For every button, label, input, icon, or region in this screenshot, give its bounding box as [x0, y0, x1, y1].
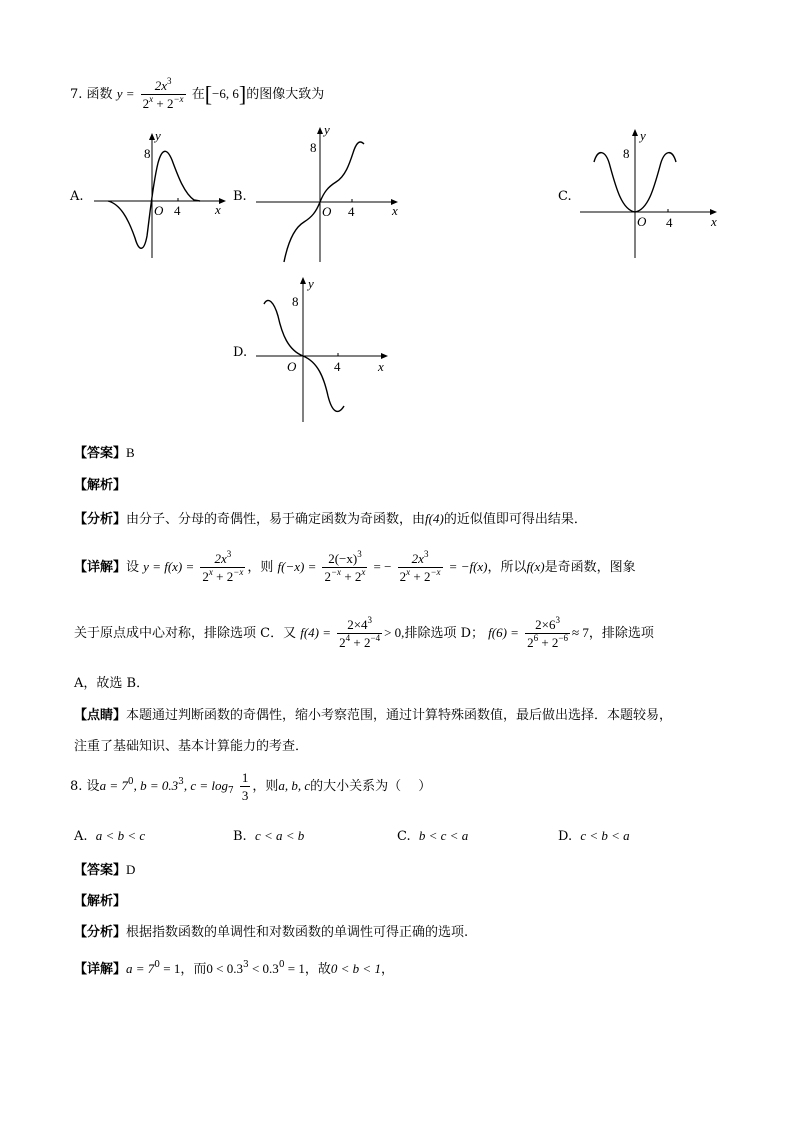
graph-d-tick-8: 8: [292, 294, 299, 309]
q8-detail: [74, 958, 394, 977]
line2-frac1-den: 2: [339, 635, 346, 650]
frac3-den-exp2: −x: [430, 567, 441, 577]
q7-detail-fmx: f(−x) =: [277, 559, 317, 574]
q8-option-c-text: b < c < a: [418, 828, 469, 843]
q8-answer-tag: 【答案】: [74, 863, 127, 878]
graph-a-curve: [108, 151, 200, 248]
frac1-den-plus: + 2: [212, 569, 234, 584]
q8-detail-s1: ，而: [180, 962, 207, 977]
line2-frac1-num-exp: 3: [367, 615, 373, 625]
graph-b: [254, 122, 404, 264]
q7-detail-tag: 【详解】: [74, 560, 127, 575]
q8-option-a[interactable]: [74, 828, 145, 844]
q7-dianjing-tag: 【点睛】: [74, 708, 127, 723]
q7-fenxi-text1: 由分子、分母的奇偶性，易于确定函数为奇函数，由: [126, 512, 426, 527]
graph-a-y-label: y: [155, 128, 161, 143]
graph-a-x-label: x: [215, 202, 221, 217]
q7-fenxi: [74, 508, 587, 527]
q7-detail-line1: [74, 551, 636, 584]
option-c-label: C.: [558, 189, 572, 204]
q7-frac-den-plus: + 2: [153, 96, 174, 111]
q7-interval-pre: 在: [191, 87, 205, 102]
q7-dianjing-line1: [74, 704, 672, 723]
q8-detail-tag: 【详解】: [74, 962, 127, 977]
q7-detail-yfx: y = f(x) =: [143, 559, 195, 574]
line2-f6: f(6) =: [488, 625, 519, 640]
graph-b-tick-8: 8: [310, 140, 317, 155]
q7-detail-line3: A，故选 B．: [74, 676, 150, 691]
graph-c-y-label: y: [640, 128, 646, 143]
q8-detail-ineq-b-exp: 0: [278, 960, 285, 970]
q8-option-c[interactable]: [397, 828, 468, 844]
line2-frac2-num-exp: 3: [555, 615, 560, 625]
q7-detail-s2: ，则: [247, 560, 274, 575]
q8-c-sub: 7: [228, 786, 234, 796]
q8-s3: 的大小关系为（ ）: [310, 779, 432, 794]
graph-d-x-label: x: [378, 359, 384, 374]
q8-s1: 设: [86, 779, 100, 794]
q7-stem: 7. 函数 y = $\frac{2x^3}{2^x + 2^{-x}}$ 在[−6, 6]的图像大致为: [70, 76, 325, 111]
q8-detail-a-val: = 1: [160, 961, 181, 976]
frac2-den-exp2: x: [361, 567, 366, 577]
frac1-num-exp: 3: [226, 549, 232, 559]
line2-frac2-den: 2: [527, 635, 534, 650]
q8-detail-s2: ，故: [304, 962, 331, 977]
option-d-label: D.: [233, 345, 248, 360]
line2-s1: 关于原点成中心对称，排除选项 C．又: [74, 626, 297, 641]
q7-dianjing-line2: 注重了基础知识、基本计算能力的考查．: [74, 739, 309, 754]
frac2-den-plus: + 2: [341, 569, 362, 584]
line2-approx: ≈ 7: [572, 625, 589, 640]
q7-fenxi-f4: f(4): [425, 511, 444, 526]
q8-fenxi-tag: 【分析】: [74, 925, 127, 940]
q8-abc: a, b, c: [278, 778, 311, 793]
q8-detail-a-eq: a = 7: [126, 961, 155, 976]
frac3-den-exp: x: [406, 567, 411, 577]
q7-number: 7.: [70, 87, 83, 102]
q8-option-a-text: a < b < c: [95, 828, 146, 843]
q8-b-def: , b = 0.3: [133, 778, 179, 793]
graph-d: [254, 274, 394, 424]
q7-answer: [74, 442, 135, 461]
line2-frac1-den-exp: 4: [345, 633, 351, 643]
q7-frac-num: 2x: [154, 78, 167, 93]
q8-fraction: [240, 770, 251, 803]
q8-c-def: , c = log: [183, 778, 228, 793]
q8-detail-ineq-a: 0 < 0.3: [206, 961, 243, 976]
frac1-den-exp: x: [208, 567, 213, 577]
q7-detail-fx: f(x): [526, 559, 545, 574]
graph-b-origin: O: [322, 204, 332, 219]
graph-c-x-label: x: [711, 214, 717, 229]
graph-d-tick-4: 4: [334, 359, 341, 374]
option-b-label: B.: [233, 189, 247, 204]
q7-answer-value: B: [126, 445, 135, 460]
q7-fraction: [141, 78, 186, 111]
q7-detail-s3: ，所以: [487, 560, 527, 575]
q8-option-b[interactable]: [233, 828, 304, 844]
frac3-den-plus: + 2: [410, 569, 431, 584]
option-a-label: A.: [70, 189, 84, 204]
q8-fenxi-text: 根据指数函数的单调性和对数函数的单调性可得正确的选项.: [126, 925, 469, 940]
frac2-den: 2: [324, 569, 331, 584]
graph-a-origin: O: [154, 203, 164, 218]
frac1-den-exp2: −x: [233, 567, 244, 577]
line2-gt: > 0,: [384, 625, 405, 640]
graph-a: [92, 128, 232, 260]
q7-detail-eq-minus: = −: [373, 559, 392, 574]
graph-c-origin: O: [637, 214, 647, 229]
q8-detail-s3: ，: [380, 962, 394, 977]
q8-frac-num: 1: [241, 770, 249, 785]
q7-fenxi-tag: 【分析】: [74, 512, 127, 527]
q7-detail-s4: 是奇函数，图象: [544, 560, 636, 575]
graph-c-tick-8: 8: [623, 146, 630, 161]
q8-s2: ，则: [252, 779, 279, 794]
q7-frac-den-a: 2: [142, 96, 150, 111]
line2-frac2-num: 2×6: [535, 617, 556, 632]
q8-detail-concl: 0 < b < 1: [330, 961, 381, 976]
line2-frac2-den-plus: + 2: [538, 635, 559, 650]
q7-detail-line2: [74, 617, 654, 650]
q7-tail: 的图像大致为: [246, 87, 325, 102]
q7-y-eq: y =: [116, 86, 135, 101]
q7-answer-tag: 【答案】: [74, 446, 127, 461]
frac1-den: 2: [202, 569, 209, 584]
q8-option-d-label: D.: [558, 829, 573, 844]
frac2-num-exp: 3: [357, 549, 362, 559]
q8-fenxi: [74, 921, 468, 940]
graph-a-tick-4: 4: [174, 203, 181, 218]
q8-option-a-label: A.: [74, 829, 88, 844]
graph-a-tick-8: 8: [144, 146, 151, 161]
line2-f4: f(4) =: [300, 625, 332, 640]
line2-s3: ，排除选项: [588, 626, 654, 641]
frac2-num: 2(−x): [328, 551, 358, 566]
graph-b-x-label: x: [392, 203, 398, 218]
frac3-den: 2: [399, 569, 407, 584]
q7-frac-num-exp: 3: [166, 76, 172, 86]
frac2-den-exp: −x: [330, 567, 342, 577]
graph-b-y-label: y: [324, 122, 330, 137]
frac3-num-exp: 3: [423, 549, 429, 559]
line2-frac1-num: 2×4: [347, 617, 368, 632]
q8-frac-den: 3: [241, 788, 249, 803]
q8-number: 8.: [70, 779, 83, 794]
q7-fenxi-text2: 的近似值即可得出结果．: [443, 512, 587, 527]
q8-answer: [74, 859, 135, 878]
q8-a-def: a = 7: [99, 778, 128, 793]
frac3-num: 2x: [411, 551, 424, 566]
q8-a-exp: 0: [127, 777, 134, 787]
q7-detail-eq-end: = −f(x): [448, 559, 488, 574]
frac1-num: 2x: [214, 551, 227, 566]
q8-detail-a-exp: 0: [154, 960, 161, 970]
q7-detail-frac2: [322, 551, 367, 584]
q8-jiexi-tag: 【解析】: [74, 894, 127, 909]
q7-lead: 函数: [86, 87, 113, 102]
line2-frac1: [337, 617, 382, 650]
line2-frac2: [525, 617, 570, 650]
q7-jiexi-tag: 【解析】: [74, 478, 127, 493]
line2-frac2-den-exp: 6: [533, 633, 539, 643]
q7-interval: −6, 6: [212, 86, 239, 101]
q7-dianjing-text1: 本题通过判断函数的奇偶性，缩小考察范围，通过计算特殊函数值，最后做出选择．本题较易，: [126, 708, 673, 723]
q8-option-d-text: c < b < a: [580, 828, 630, 843]
q8-b-exp: 3: [178, 777, 184, 787]
q7-detail-s1: 设: [126, 560, 140, 575]
line2-frac1-den-plus: + 2: [350, 635, 371, 650]
q8-stem: [70, 770, 431, 803]
q7-detail-frac3: [398, 551, 443, 584]
graph-b-tick-4: 4: [348, 204, 355, 219]
q7-frac-den-a-exp: x: [149, 94, 154, 104]
graph-c: [578, 126, 724, 260]
q8-detail-ineq-b: < 0.3: [248, 961, 279, 976]
graph-d-y-label: y: [308, 276, 314, 291]
q8-detail-ineq-a-exp: 3: [242, 960, 249, 970]
line2-frac1-den-exp2: −4: [370, 633, 381, 643]
q7-frac-den-b-exp: −x: [173, 94, 184, 104]
line2-s2: 排除选项 D；: [404, 626, 484, 641]
graph-d-origin: O: [287, 359, 297, 374]
q8-option-c-label: C.: [397, 829, 411, 844]
q8-option-b-text: c < a < b: [254, 828, 305, 843]
graph-c-tick-4: 4: [666, 215, 673, 230]
q7-detail-frac1: [200, 551, 245, 584]
line2-frac2-den-exp2: −6: [558, 633, 568, 643]
q8-option-d[interactable]: [558, 828, 630, 844]
q8-option-b-label: B.: [233, 829, 247, 844]
q8-detail-ineq-c: = 1: [284, 961, 305, 976]
q8-answer-value: D: [126, 862, 136, 877]
